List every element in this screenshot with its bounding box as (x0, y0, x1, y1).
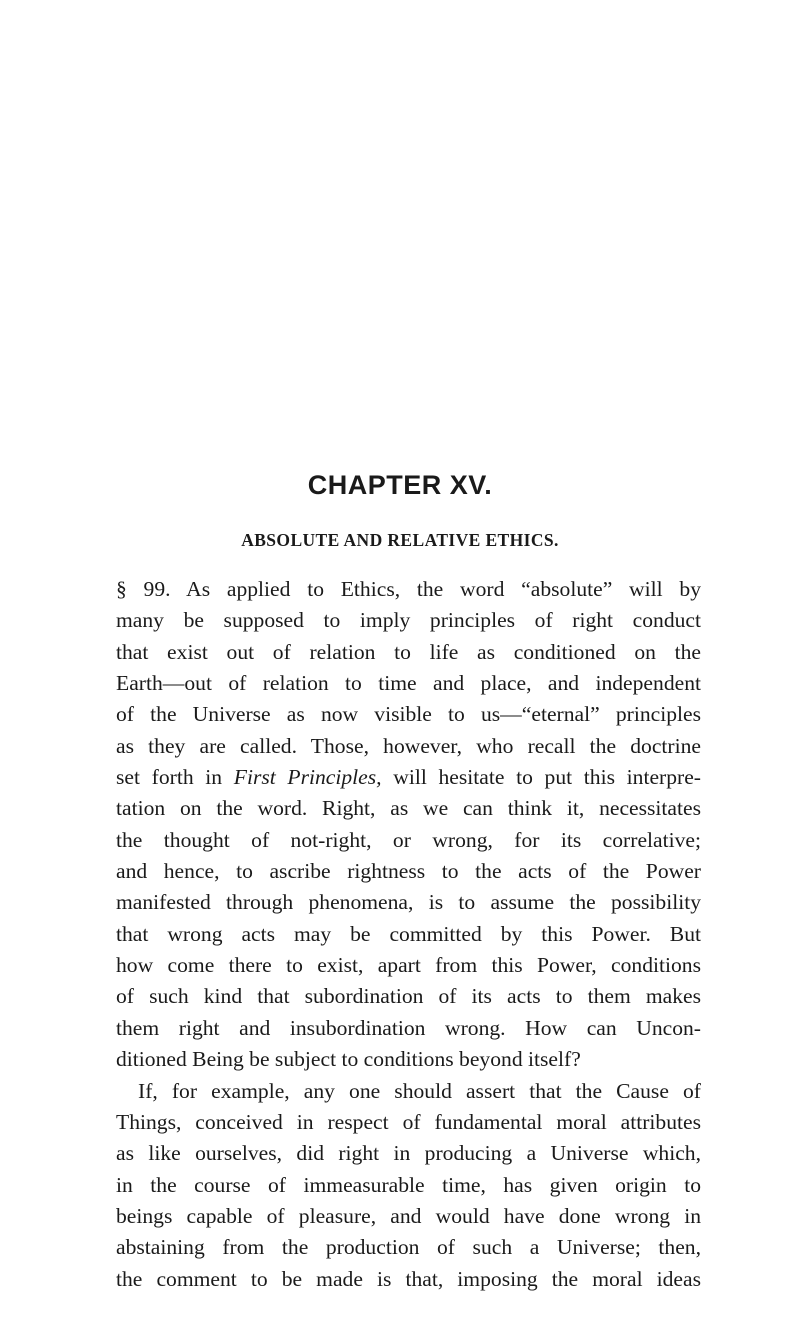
chapter-heading: CHAPTER XV. (307, 470, 493, 500)
text-line: beings capable of pleasure, and would have done wrong in (116, 1203, 701, 1228)
text-line: ditioned Being be subject to conditions beyond itself? (116, 1047, 581, 1072)
text-segment: set forth in (116, 765, 234, 790)
text-line: them right and insubordination wrong. How can Uncon- (116, 1015, 701, 1040)
book-title-italic: First Principles, (233, 765, 382, 790)
text-line: of such kind that subordination of its acts to them makes (116, 984, 701, 1009)
body-text (116, 574, 701, 1295)
text-line: how come there to exist, apart from this Power, conditions (116, 953, 701, 978)
chapter-title: ABSOLUTE AND RELATIVE ETHICS. (241, 530, 559, 550)
text-line: and hence, to ascribe rightness to the acts of the Power (116, 859, 701, 884)
text-line: that exist out of relation to life as conditioned on the (116, 639, 701, 664)
text-segment: will hesitate to put this interpre- (381, 765, 701, 790)
text-line: manifested through phenomena, is to assume the possibility (116, 890, 701, 915)
text-line: as like ourselves, did right in producing a Universe which, (116, 1141, 701, 1166)
text-line: as they are called. Those, however, who recall the doctrine (116, 733, 701, 758)
text-line: Earth—out of relation to time and place, and independent (116, 671, 701, 696)
text-line: of the Universe as now visible to us—“eternal” principles (116, 702, 701, 727)
text-line: Things, conceived in respect of fundamental moral attributes (116, 1109, 701, 1134)
text-line (116, 762, 701, 793)
text-line: tation on the word. Right, as we can think it, necessitates (116, 796, 701, 821)
text-line: that wrong acts may be committed by this Power. But (116, 921, 701, 946)
text-line: many be supposed to imply principles of right conduct (116, 608, 701, 633)
text-line: the comment to be made is that, imposing the moral ideas (116, 1266, 701, 1291)
text-line: in the course of immeasurable time, has given origin to (116, 1172, 701, 1197)
text-line: abstaining from the production of such a Universe; then, (116, 1235, 701, 1260)
text-line: the thought of not-right, or wrong, for its correlative; (116, 827, 701, 852)
text-line: § 99. As applied to Ethics, the word “absolute” will by (116, 577, 701, 601)
text-line: If, for example, any one should assert that the Cause of (138, 1078, 701, 1103)
